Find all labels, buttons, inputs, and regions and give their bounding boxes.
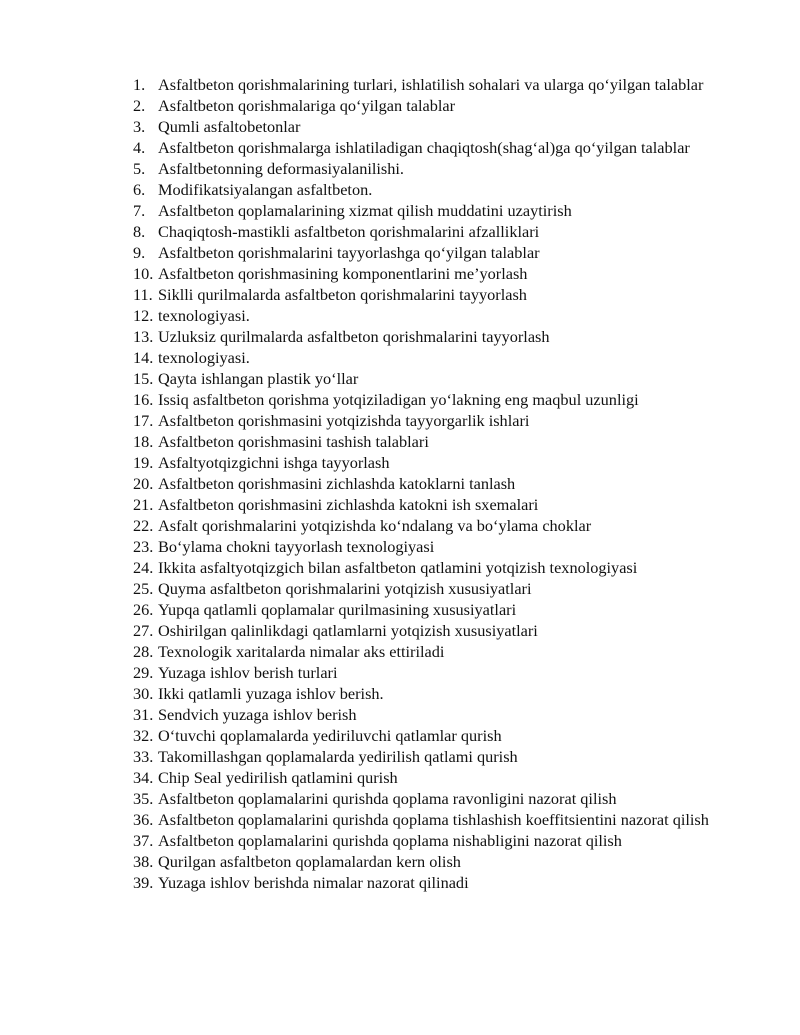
list-item-number: 10.	[133, 264, 154, 283]
list-item-text: Yuzaga ishlov berishda nimalar nazorat qilinadi	[158, 873, 469, 892]
list-item	[133, 494, 738, 515]
list-item-text: Chaqiqtosh-mastikli asfaltbeton qorishmalarini afzalliklari	[158, 222, 540, 241]
list-item	[133, 830, 738, 851]
list-item	[133, 284, 738, 305]
list-item-text: Ikki qatlamli yuzaga ishlov berish.	[158, 684, 384, 703]
list-item-text: Yuzaga ishlov berish turlari	[158, 663, 338, 682]
list-item-number: 18.	[133, 432, 154, 451]
list-item	[133, 578, 738, 599]
list-item-text: texnologiyasi.	[158, 306, 250, 325]
list-item-number: 12.	[133, 306, 154, 325]
list-item	[133, 746, 738, 767]
list-item-text: Takomillashgan qoplamalarda yedirilish qatlami qurish	[158, 747, 518, 766]
list-item	[133, 767, 738, 788]
list-item-number: 29.	[133, 663, 154, 682]
list-item-number: 4.	[133, 138, 146, 157]
list-item	[133, 137, 738, 158]
list-item-text: Modifikatsiyalangan asfaltbeton.	[158, 180, 373, 199]
list-item	[133, 452, 738, 473]
list-item-number: 31.	[133, 705, 154, 724]
list-item	[133, 851, 738, 872]
list-item	[133, 536, 738, 557]
list-item	[133, 872, 738, 893]
list-item-number: 3.	[133, 117, 146, 136]
list-item-number: 22.	[133, 516, 154, 535]
list-item-number: 7.	[133, 201, 146, 220]
list-item	[133, 683, 738, 704]
list-item	[133, 641, 738, 662]
list-item-text: Ikkita asfaltyotqizgich bilan asfaltbeton qatlamini yotqizish texnologiyasi	[158, 558, 638, 577]
list-item-number: 20.	[133, 474, 154, 493]
list-item-text: Asfaltbeton qoplamalarining xizmat qilish muddatini uzaytirish	[158, 201, 572, 220]
list-item-text: Asfaltbeton qoplamalarini qurishda qoplama tishlashish koeffitsientini nazorat qilish	[158, 810, 709, 829]
list-item	[133, 158, 738, 179]
list-item-text: Asfaltbeton qorishmasini zichlashda katoklarni tanlash	[158, 474, 516, 493]
numbered-question-list	[133, 74, 738, 893]
list-item-text: Quyma asfaltbeton qorishmalarini yotqizish xususiyatlari	[158, 579, 532, 598]
list-item-number: 26.	[133, 600, 154, 619]
list-item-text: Sendvich yuzaga ishlov berish	[158, 705, 357, 724]
list-item-number: 9.	[133, 243, 146, 262]
list-item-number: 1.	[133, 75, 146, 94]
list-item-text: Asfaltbetonning deformasiyalanilishi.	[158, 159, 404, 178]
list-item-text: Bo‘ylama chokni tayyorlash texnologiyasi	[158, 537, 435, 556]
list-item	[133, 326, 738, 347]
list-item-number: 13.	[133, 327, 154, 346]
list-item	[133, 473, 738, 494]
list-item	[133, 662, 738, 683]
list-item-text: Asfaltbeton qoplamalarini qurishda qoplama ravonligini nazorat qilish	[158, 789, 617, 808]
list-item	[133, 431, 738, 452]
list-item-number: 15.	[133, 369, 154, 388]
list-item	[133, 116, 738, 137]
list-item-text: Qurilgan asfaltbeton qoplamalardan kern olish	[158, 852, 461, 871]
list-item	[133, 620, 738, 641]
list-item-text: Texnologik xaritalarda nimalar aks ettiriladi	[158, 642, 445, 661]
list-item	[133, 347, 738, 368]
list-item-text: Asfaltbeton qorishmasini tashish talablari	[158, 432, 429, 451]
list-item-number: 8.	[133, 222, 146, 241]
list-item	[133, 263, 738, 284]
list-item	[133, 368, 738, 389]
list-item-text: Asfaltbeton qorishmalarga ishlatiladigan chaqiqtosh(shag‘al)ga qo‘yilgan talablar	[158, 138, 690, 157]
list-item-number: 27.	[133, 621, 154, 640]
list-item-number: 19.	[133, 453, 154, 472]
list-item-number: 36.	[133, 810, 154, 829]
list-item-number: 11.	[133, 285, 153, 304]
list-item	[133, 725, 738, 746]
list-item-number: 16.	[133, 390, 154, 409]
list-item-number: 37.	[133, 831, 154, 850]
list-item	[133, 95, 738, 116]
list-item-text: Asfaltbeton qorishmalariga qo‘yilgan talablar	[158, 96, 456, 115]
list-item-text: Qayta ishlangan plastik yo‘llar	[158, 369, 359, 388]
list-item-number: 34.	[133, 768, 154, 787]
list-item-number: 17.	[133, 411, 154, 430]
list-item-text: Chip Seal yedirilish qatlamini qurish	[158, 768, 398, 787]
list-item-text: texnologiyasi.	[158, 348, 250, 367]
list-item-text: Qumli asfaltobetonlar	[158, 117, 301, 136]
list-item	[133, 221, 738, 242]
list-item	[133, 200, 738, 221]
list-item-number: 14.	[133, 348, 154, 367]
list-item-number: 33.	[133, 747, 154, 766]
list-item-number: 32.	[133, 726, 154, 745]
list-item-number: 35.	[133, 789, 154, 808]
list-item-number: 30.	[133, 684, 154, 703]
list-item-number: 23.	[133, 537, 154, 556]
list-item-number: 6.	[133, 180, 146, 199]
list-item-text: Asfaltbeton qorishmalarining turlari, ishlatilish sohalari va ularga qo‘yilgan talablar	[158, 75, 704, 94]
list-item	[133, 809, 738, 830]
list-item-text: Issiq asfaltbeton qorishma yotqiziladigan yo‘lakning eng maqbul uzunligi	[158, 390, 639, 409]
list-item-number: 25.	[133, 579, 154, 598]
list-item	[133, 242, 738, 263]
list-item-text: Siklli qurilmalarda asfaltbeton qorishmalarini tayyorlash	[158, 285, 527, 304]
list-item-text: Asfalt qorishmalarini yotqizishda ko‘ndalang va bo‘ylama choklar	[158, 516, 592, 535]
list-item-text: Asfaltbeton qorishmasini yotqizishda tayyorgarlik ishlari	[158, 411, 530, 430]
list-item	[133, 704, 738, 725]
list-item	[133, 515, 738, 536]
list-item	[133, 410, 738, 431]
list-item	[133, 74, 738, 95]
list-item-text: Asfaltbeton qorishmasining komponentlarini me’yorlash	[158, 264, 528, 283]
list-item-text: Asfaltyotqizgichni ishga tayyorlash	[158, 453, 390, 472]
list-item-number: 39.	[133, 873, 154, 892]
list-item-text: O‘tuvchi qoplamalarda yediriluvchi qatlamlar qurish	[158, 726, 502, 745]
list-item-number: 24.	[133, 558, 154, 577]
list-item	[133, 557, 738, 578]
list-item-number: 2.	[133, 96, 146, 115]
list-item-number: 5.	[133, 159, 146, 178]
list-item-text: Asfaltbeton qorishmasini zichlashda katokni ish sxemalari	[158, 495, 539, 514]
list-item-text: Asfaltbeton qorishmalarini tayyorlashga qo‘yilgan talablar	[158, 243, 540, 262]
list-item-text: Yupqa qatlamli qoplamalar qurilmasining xususiyatlari	[158, 600, 517, 619]
list-item	[133, 179, 738, 200]
list-item-number: 38.	[133, 852, 154, 871]
list-item	[133, 599, 738, 620]
list-item-text: Asfaltbeton qoplamalarini qurishda qoplama nishabligini nazorat qilish	[158, 831, 622, 850]
list-item	[133, 788, 738, 809]
list-item	[133, 389, 738, 410]
list-item-number: 28.	[133, 642, 154, 661]
list-item-number: 21.	[133, 495, 154, 514]
list-item	[133, 305, 738, 326]
list-item-text: Oshirilgan qalinlikdagi qatlamlarni yotqizish xususiyatlari	[158, 621, 538, 640]
list-item-text: Uzluksiz qurilmalarda asfaltbeton qorishmalarini tayyorlash	[158, 327, 550, 346]
